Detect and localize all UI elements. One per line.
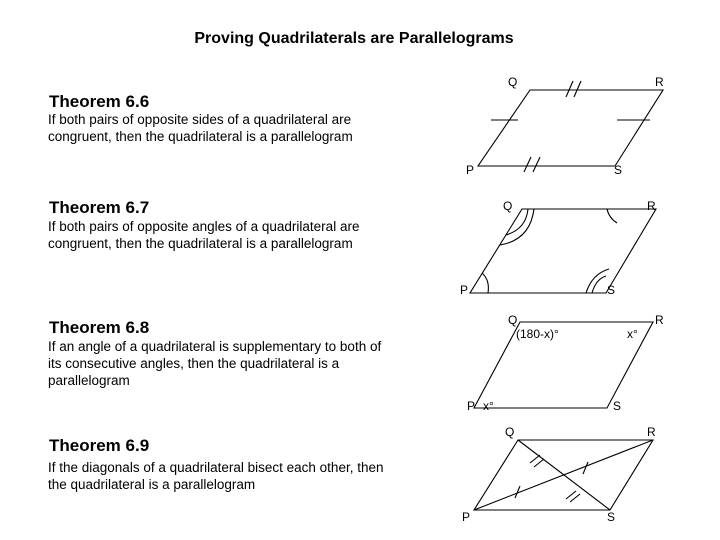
figure-6-9-vertex-p: P: [462, 510, 471, 524]
figure-6-9-vertex-q: Q: [505, 425, 515, 439]
theorem-6-8-heading: Theorem 6.8: [49, 318, 150, 337]
figure-6-7-vertex-s: S: [607, 283, 616, 297]
figure-6-6-tick-top-1: [566, 81, 573, 97]
figure-6-6-vertex-q: Q: [508, 75, 518, 89]
figure-6-7-vertex-q: Q: [503, 199, 513, 213]
figure-6-6-outline: [478, 90, 663, 166]
page-title: Proving Quadrilaterals are Parallelograms: [194, 30, 514, 47]
figure-6-6-tick-top-2: [574, 81, 581, 97]
figure-6-7-arc-p: [482, 273, 488, 293]
figure-6-8-vertex-s: S: [613, 399, 622, 413]
figure-6-8-angle-r: x°: [627, 327, 638, 341]
figure-6-9-diagonal-qs: [518, 440, 610, 510]
figure-6-8-angle-p: x°: [483, 399, 494, 413]
theorem-6-9-text: If the diagonals of a quadrilateral bisect each other, then the quadrilateral is a parallelogram: [48, 460, 384, 492]
theorem-6-6-text: If both pairs of opposite sides of a quadrilateral are congruent, then the quadrilateral is a parallelogram: [48, 112, 353, 144]
figure-6-6-tick-bottom-2: [533, 157, 540, 172]
figure-6-7-outline: [470, 209, 656, 293]
figure-6-6-vertex-r: R: [655, 75, 664, 89]
figure-6-9-tick-qs-1b: [534, 459, 544, 467]
figure-6-7-vertex-r: R: [647, 199, 656, 213]
figure-6-9-vertex-s: S: [607, 510, 616, 524]
figure-6-7-arc-r: [607, 209, 617, 223]
figure-6-9-parallelogram: [462, 425, 656, 524]
figure-6-6-tick-bottom-1: [524, 157, 531, 172]
figure-6-8-angle-q: (180-x)°: [516, 327, 559, 341]
theorem-6-9-heading: Theorem 6.9: [49, 436, 150, 455]
theorem-6-6-heading: Theorem 6.6: [49, 92, 150, 111]
figure-6-8-parallelogram: [467, 313, 664, 413]
figure-6-7-parallelogram: [460, 199, 656, 297]
figure-6-9-vertex-r: R: [647, 425, 656, 439]
figure-6-8-vertex-r: R: [655, 313, 664, 327]
figure-6-6-vertex-p: P: [466, 163, 475, 177]
figure-6-8-vertex-p: P: [467, 399, 476, 413]
figure-6-6-vertex-s: S: [614, 163, 623, 177]
figure-6-9-tick-qs-1a: [530, 455, 540, 463]
figure-6-7-vertex-p: P: [460, 283, 469, 297]
figure-6-8-vertex-q: Q: [508, 313, 518, 327]
theorem-6-7-text: If both pairs of opposite angles of a quadrilateral are congruent, then the quadrilateral is a parallelogram: [48, 219, 360, 251]
theorem-6-7-heading: Theorem 6.7: [49, 198, 150, 217]
figure-6-6-parallelogram: [466, 75, 664, 177]
figure-6-9-tick-pr-2: [583, 462, 588, 474]
figure-6-7-arc-q-1: [500, 209, 534, 245]
theorem-6-8-text: If an angle of a quadrilateral is supplementary to both of its consecutive angles, then the quadrilateral is a parallelogram: [48, 339, 382, 388]
